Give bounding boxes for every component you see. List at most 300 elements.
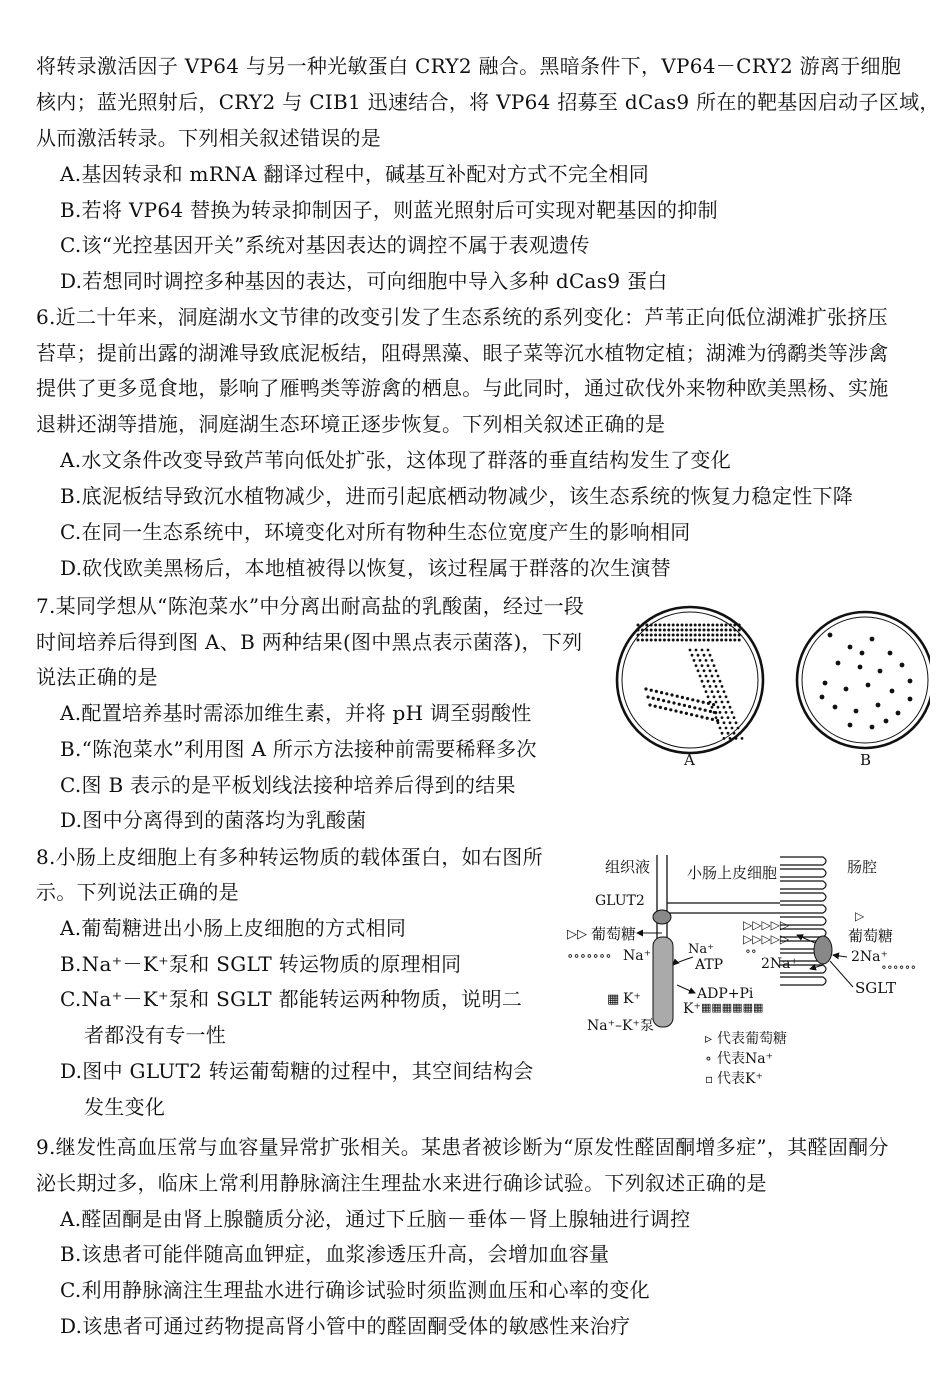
q5-stem-line-3: 从而激活转录。下列相关叙述错误的是 (36, 126, 382, 150)
microvillus (780, 905, 826, 913)
streak-colony (659, 624, 662, 627)
streak-colony (720, 629, 723, 632)
streak-colony (729, 629, 732, 632)
streak-colony (699, 659, 702, 662)
streak-colony (717, 706, 720, 709)
q9-stem-line-1: 9.继发性高血压常与血容量异常扩张相关。某患者被诊断为“原发性醛固酮增多症”，其醛固酮分 (36, 1135, 889, 1159)
streak-colony (739, 732, 742, 735)
streak-colony (667, 700, 670, 703)
streak-colony (709, 654, 712, 657)
streak-colony (683, 704, 686, 707)
streak-colony (707, 680, 710, 683)
streak-colony (685, 634, 688, 637)
streak-colony (707, 629, 710, 632)
streak-colony (719, 695, 722, 698)
streak-colony (659, 706, 662, 709)
na-icons-cell: ∘∘ (745, 944, 757, 958)
streak-colony (716, 624, 719, 627)
streak-colony (637, 629, 640, 632)
streak-colony (711, 659, 714, 662)
microvillus (780, 977, 826, 985)
streak-colony (676, 629, 679, 632)
streak-colony (703, 654, 706, 657)
streak-colony (729, 634, 732, 637)
streak-colony (729, 706, 732, 709)
label-glucose-right: 葡萄糖 (848, 927, 894, 945)
streak-colony (703, 639, 706, 642)
colony (878, 669, 883, 674)
label-adp: ADP+Pi (697, 986, 754, 1002)
glucose-icons-cell: ▷▷▷▷▷ (743, 918, 790, 932)
streak-colony (711, 690, 714, 693)
streak-colony (720, 639, 723, 642)
streak-colony (711, 629, 714, 632)
streak-colony (698, 707, 701, 710)
q9-stem-line-2: 泌长期过多，临床上常利用静脉滴注生理盐水来进行确诊试验。下列叙述正确的是 (36, 1171, 767, 1195)
streak-colony (738, 624, 741, 627)
streak-colony (709, 710, 712, 713)
legend-glucose: 代表葡萄糖 (717, 1031, 787, 1047)
streak-colony (685, 624, 688, 627)
streak-colony (721, 701, 724, 704)
streak-colony (727, 701, 730, 704)
streak-colony (716, 719, 719, 722)
streak-colony (672, 624, 675, 627)
streak-colony (637, 634, 640, 637)
streak-colony (689, 634, 692, 637)
na-icons-left: ∘∘∘∘∘∘∘ (567, 949, 612, 964)
q8-option-b: B.Na⁺－K⁺泵和 SGLT 转运物质的原理相同 (60, 952, 462, 976)
colony (870, 725, 875, 730)
q6-option-d: D.砍伐欧美黑杨后，本地植被得以恢复，该过程属于群落的次生演替 (60, 556, 671, 580)
streak-colony (667, 639, 670, 642)
q7-stem-line-2: 时间培养后得到图 A、B 两种结果(图中黑点表示菌落)，下列 (36, 630, 583, 654)
q9-option-a: A.醛固酮是由肾上腺髓质分泌，通过下丘脑－垂体－肾上腺轴进行调控 (60, 1207, 691, 1231)
colony (836, 661, 841, 666)
streak-colony (716, 629, 719, 632)
legend-k: 代表K⁺ (717, 1071, 763, 1087)
streak-colony (654, 629, 657, 632)
glucose-icons-cell-2: ▷▷▷▷▷ (743, 932, 790, 946)
streak-colony (727, 732, 730, 735)
colony (854, 709, 859, 714)
streak-colony (650, 634, 653, 637)
streak-colony (725, 639, 728, 642)
streak-colony (707, 624, 710, 627)
q5-option-a: A.基因转录和 mRNA 翻译过程中，碱基互补配对方式不完全相同 (60, 162, 650, 186)
colony (908, 697, 913, 702)
streak-colony (670, 693, 673, 696)
streak-colony (641, 629, 644, 632)
streak-colony (715, 685, 718, 688)
streak-colony (733, 732, 736, 735)
q7-option-c: C.图 B 表示的是平板划线法接种培养后得到的结果 (60, 773, 516, 797)
streak-colony (713, 695, 716, 698)
microvillus (780, 869, 826, 877)
streak-colony (654, 624, 657, 627)
q8-option-d-line-1: D.图中 GLUT2 转运葡萄糖的过程中，其空间结构会 (60, 1059, 534, 1083)
streak-colony (693, 706, 696, 709)
q6-stem-line-3: 提供了更多觅食地，影响了雁鸭类等游禽的栖息。与此同时，通过砍伐外来物种欧美黑杨、实施 (36, 376, 889, 400)
streak-colony (707, 695, 710, 698)
q7-option-a: A.配置培养基时需添加维生素，并将 pH 调至弱酸性 (60, 701, 532, 725)
microvillus (780, 857, 826, 865)
streak-colony (711, 706, 714, 709)
streak-colony (672, 634, 675, 637)
q8-option-c-line-1: C.Na⁺－K⁺泵和 SGLT 都能转运两种物质，说明二 (60, 987, 523, 1011)
q7-stem-line-3: 说法正确的是 (36, 665, 158, 689)
streak-colony (689, 639, 692, 642)
colony (888, 651, 893, 656)
streak-colony (713, 680, 716, 683)
colony (823, 681, 828, 686)
streak-colony (694, 629, 697, 632)
streak-colony (719, 680, 722, 683)
streak-colony (689, 624, 692, 627)
colony (860, 651, 865, 656)
streak-colony (694, 624, 697, 627)
streak-colony (701, 680, 704, 683)
q8-option-d-line-2: 发生变化 (84, 1095, 166, 1119)
streak-colony (637, 624, 640, 627)
streak-colony (695, 664, 698, 667)
colony (848, 723, 853, 728)
streak-colony (723, 721, 726, 724)
streak-colony (667, 634, 670, 637)
streak-colony (707, 664, 710, 667)
streak-colony (735, 737, 738, 740)
streak-colony (646, 695, 649, 698)
q7-option-d: D.图中分离得到的菌落均为乳酸菌 (60, 808, 367, 832)
streak-colony (691, 654, 694, 657)
streak-colony (672, 639, 675, 642)
streak-colony (716, 639, 719, 642)
glucose-icons-right: ▷ (855, 909, 865, 923)
streak-colony (659, 634, 662, 637)
label-na-left: Na⁺ (623, 948, 651, 964)
streak-colony (672, 701, 675, 704)
streak-colony (711, 675, 714, 678)
streak-colony (689, 649, 692, 652)
streak-colony (741, 737, 744, 740)
legend-na-icon: ∘ (705, 1051, 712, 1067)
q5-stem-line-1: 将转录激活因子 VP64 与另一种光敏蛋白 CRY2 融合。黑暗条件下，VP64－CRY2 游离于细胞 (36, 54, 902, 78)
plate-a-label: A (684, 751, 695, 769)
streak-colony (703, 624, 706, 627)
streak-colony (709, 669, 712, 672)
streak-colony (663, 634, 666, 637)
streak-colony (669, 708, 672, 711)
streak-colony (690, 713, 693, 716)
streak-colony (715, 669, 718, 672)
streak-colony (667, 624, 670, 627)
streak-colony (719, 711, 722, 714)
streak-colony (729, 639, 732, 642)
streak-colony (678, 703, 681, 706)
streak-colony (711, 718, 714, 721)
streak-colony (721, 685, 724, 688)
label-cell: 小肠上皮细胞 (687, 864, 778, 882)
streak-colony (723, 690, 726, 693)
streak-colony (729, 721, 732, 724)
streak-colony (703, 629, 706, 632)
colony (870, 637, 875, 642)
streak-colony (662, 699, 665, 702)
streak-colony (711, 634, 714, 637)
colony (848, 645, 853, 650)
streak-colony (681, 629, 684, 632)
streak-colony (721, 716, 724, 719)
q8-option-c-line-2: 者都没有专一性 (84, 1023, 227, 1047)
streak-colony (725, 727, 728, 730)
streak-colony (735, 721, 738, 724)
streak-colony (705, 675, 708, 678)
streak-colony (715, 701, 718, 704)
streak-colony (701, 649, 704, 652)
q6-option-a: A.水文条件改变导致芦苇向低处扩张，这体现了群落的垂直结构发生了变化 (60, 448, 731, 472)
streak-colony (698, 629, 701, 632)
colony (858, 665, 863, 670)
label-two-na-out: 2Na⁺ (851, 949, 888, 965)
streak-colony (698, 634, 701, 637)
streak-colony (703, 634, 706, 637)
streak-colony (733, 716, 736, 719)
streak-colony (645, 639, 648, 642)
streak-colony (645, 624, 648, 627)
streak-colony (725, 711, 728, 714)
streak-colony (704, 709, 707, 712)
streak-colony (688, 705, 691, 708)
label-lumen: 肠腔 (847, 858, 878, 876)
label-tissue-fluid: 组织液 (605, 858, 651, 876)
legend-na: 代表Na⁺ (717, 1051, 773, 1067)
streak-colony (652, 697, 655, 700)
streak-colony (700, 715, 703, 718)
q8-stem-line-1: 8.小肠上皮细胞上有多种转运物质的载体蛋白，如右图所 (36, 845, 543, 869)
label-sglt: SGLT (855, 979, 897, 997)
streak-colony (654, 639, 657, 642)
streak-colony (729, 624, 732, 627)
streak-colony (698, 624, 701, 627)
q6-stem-line-4: 退耕还湖等措施，洞庭湖生态环境正逐步恢复。下列相关叙述正确的是 (36, 412, 666, 436)
q5-option-d: D.若想同时调控多种基因的表达，可向细胞中导入多种 dCas9 蛋白 (60, 269, 668, 293)
colony (833, 705, 838, 710)
streak-colony (681, 639, 684, 642)
streak-colony (711, 639, 714, 642)
streak-colony (657, 698, 660, 701)
streak-colony (729, 737, 732, 740)
streak-colony (716, 634, 719, 637)
streak-colony (701, 664, 704, 667)
streak-colony (641, 639, 644, 642)
streak-colony (644, 687, 647, 690)
streak-colony (680, 711, 683, 714)
label-k-in: K⁺ (683, 1001, 701, 1017)
q5-option-b: B.若将 VP64 替换为转录抑制因子，则蓝光照射后可实现对靶基因的抑制 (60, 198, 718, 222)
streak-colony (641, 624, 644, 627)
streak-colony (694, 639, 697, 642)
streak-colony (707, 639, 710, 642)
streak-colony (731, 727, 734, 730)
streak-colony (707, 649, 710, 652)
streak-colony (702, 701, 705, 704)
transport-diagram (565, 845, 945, 1090)
streak-colony (667, 629, 670, 632)
streak-colony (725, 629, 728, 632)
streak-colony (645, 629, 648, 632)
colony (890, 689, 895, 694)
streak-colony (705, 690, 708, 693)
streak-colony (725, 695, 728, 698)
q6-option-b: B.底泥板结导致沉水植物减少，进而引起底栖动物减少，该生态系统的恢复力稳定性下降 (60, 484, 854, 508)
q9-option-b: B.该患者可能伴随高血钾症，血浆渗透压升高，会增加血容量 (60, 1242, 610, 1266)
streak-colony (654, 705, 657, 708)
q8-option-a: A.葡萄糖进出小肠上皮细胞的方式相同 (60, 916, 407, 940)
colony (866, 683, 871, 688)
q5-stem-line-2: 核内；蓝光照射后，CRY2 与 CIB1 迅速结合，将 VP64 招募至 dCas9 所在的靶基因启动子区域， (36, 90, 940, 114)
streak-colony (650, 639, 653, 642)
colony (884, 719, 889, 724)
microvillus (780, 893, 826, 901)
plate-b (797, 612, 930, 748)
colony (828, 633, 833, 638)
streak-colony (648, 703, 651, 706)
streak-colony (738, 629, 741, 632)
streak-colony (660, 691, 663, 694)
colony (820, 695, 825, 700)
streak-colony (696, 699, 699, 702)
streak-colony (650, 689, 653, 692)
label-pump: Na⁺–K⁺泵 (587, 1018, 654, 1034)
streak-colony (641, 634, 644, 637)
q5-option-c: C.该“光控基因开关”系统对基因表达的调控不属于表观遗传 (60, 233, 590, 257)
streak-colony (707, 702, 710, 705)
label-na-pump-in: Na⁺ (688, 942, 714, 957)
streak-colony (695, 649, 698, 652)
q9-option-d: D.该患者可通过药物提高肾小管中的醛固酮受体的敏感性来治疗 (60, 1314, 631, 1338)
streak-colony (725, 624, 728, 627)
streak-colony (663, 639, 666, 642)
streak-colony (689, 629, 692, 632)
legend-k-icon: ▫ (705, 1072, 714, 1086)
streak-colony (681, 696, 684, 699)
streak-colony (676, 695, 679, 698)
colony (896, 711, 901, 716)
streak-colony (723, 706, 726, 709)
streak-colony (698, 639, 701, 642)
streak-colony (738, 634, 741, 637)
streak-colony (697, 654, 700, 657)
streak-colony (719, 727, 722, 730)
q6-stem-line-1: 6.近二十年来，洞庭湖水文节律的改变引发了生态系统的系列变化：芦苇正向低位湖滩扩张挤压 (36, 305, 888, 329)
k-icons-left: ▦ (607, 992, 620, 1007)
streak-colony (720, 624, 723, 627)
streak-colony (697, 669, 700, 672)
streak-colony (663, 629, 666, 632)
streak-colony (699, 675, 702, 678)
streak-colony (733, 634, 736, 637)
streak-colony (650, 624, 653, 627)
label-two-na-in: 2Na⁺ (761, 956, 798, 972)
streak-colony (711, 624, 714, 627)
label-glucose-left: 葡萄糖 (591, 925, 637, 943)
streak-colony (665, 692, 668, 695)
colony (908, 679, 913, 684)
label-k-left: K⁺ (623, 991, 641, 1007)
streak-colony (674, 709, 677, 712)
streak-colony (727, 716, 730, 719)
streak-colony (691, 698, 694, 701)
streak-colony (723, 737, 726, 740)
plate-a (617, 607, 763, 753)
streak-colony (715, 716, 718, 719)
streak-colony (733, 624, 736, 627)
streak-colony (659, 639, 662, 642)
streak-colony (681, 634, 684, 637)
streak-colony (731, 711, 734, 714)
streak-colony (693, 659, 696, 662)
streak-colony (703, 685, 706, 688)
label-atp: ATP (695, 957, 724, 973)
streak-colony (706, 717, 709, 720)
streak-colony (717, 690, 720, 693)
streak-colony (709, 685, 712, 688)
streak-colony (738, 639, 741, 642)
q8-stem-line-2: 示。下列说法正确的是 (36, 880, 239, 904)
plate-b-label: B (860, 751, 872, 769)
streak-colony (659, 629, 662, 632)
na-icons-right: ∘∘∘∘∘∘ (881, 960, 917, 974)
streak-colony (645, 634, 648, 637)
streak-colony (685, 639, 688, 642)
q7-stem-line-1: 7.某同学想从“陈泡菜水”中分离出耐高盐的乳酸菌，经过一段 (36, 594, 585, 618)
streak-colony (676, 634, 679, 637)
q6-option-c: C.在同一生态系统中，环境变化对所有物种生态位宽度产生的影响相同 (60, 520, 691, 544)
q7-option-b: B.“陈泡菜水”利用图 A 所示方法接种前需要稀释多次 (60, 737, 537, 761)
streak-colony (713, 664, 716, 667)
culture-plates-figure (610, 595, 930, 775)
k-icons-in: ▦▦▦▦▦▦ (701, 1001, 764, 1014)
streak-colony (737, 727, 740, 730)
streak-colony (733, 639, 736, 642)
streak-colony (676, 639, 679, 642)
streak-colony (681, 624, 684, 627)
streak-colony (663, 624, 666, 627)
glucose-icons-left: ▷▷ (567, 927, 587, 942)
streak-colony (650, 629, 653, 632)
streak-colony (707, 634, 710, 637)
colony (876, 703, 881, 708)
microvillus (780, 881, 826, 889)
streak-colony (654, 634, 657, 637)
q6-stem-line-2: 苔草；提前出露的湖滩导致底泥板结，阻碍黑藻、眼子菜等沉水植物定植；湖滩为鸻鹬类等涉禽 (36, 341, 889, 365)
streak-colony (676, 624, 679, 627)
streak-colony (717, 675, 720, 678)
label-glut2: GLUT2 (595, 893, 645, 909)
streak-colony (712, 703, 715, 706)
streak-colony (703, 669, 706, 672)
streak-colony (694, 634, 697, 637)
streak-colony (725, 634, 728, 637)
streak-colony (733, 629, 736, 632)
streak-colony (720, 634, 723, 637)
legend-glucose-icon: ▹ (705, 1031, 713, 1047)
streak-colony (685, 629, 688, 632)
streak-colony (714, 711, 717, 714)
streak-colony (664, 707, 667, 710)
streak-colony (655, 690, 658, 693)
streak-colony (672, 629, 675, 632)
